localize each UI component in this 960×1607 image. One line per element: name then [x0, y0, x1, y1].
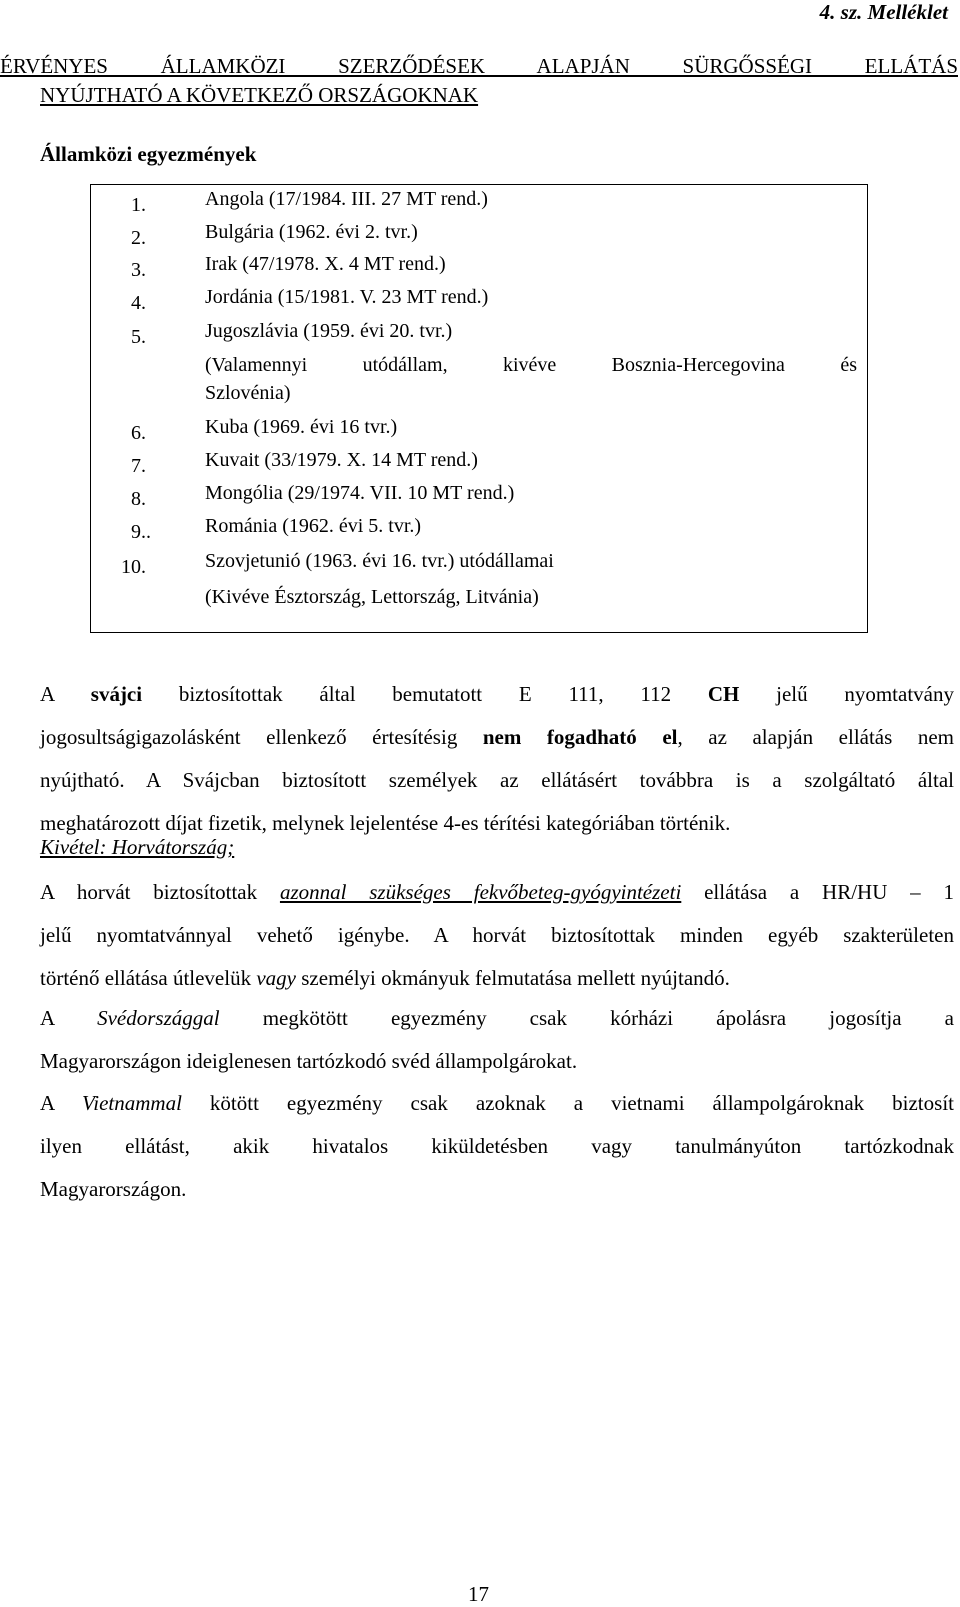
text-run: A [40, 1091, 82, 1115]
swiss-paragraph [40, 673, 954, 845]
text-run: történő ellátása útlevelük [40, 966, 257, 990]
treaty-number: 2. [131, 227, 146, 249]
treaty-note: (Valamennyi utódállam, kivéve Bosznia-Hercegovina és [205, 354, 857, 376]
text-run-bold: CH [707, 682, 740, 706]
treaty-text: Szovjetunió (1963. évi 16. tvr.) utódállamai [205, 550, 554, 572]
text-run-italic: Svédországgal [97, 1006, 220, 1030]
text-run-italic: Vietnammal [82, 1091, 182, 1115]
text-line [40, 716, 954, 759]
text-line: jelű nyomtatvánnyal vehető igénybe. A horvát biztosítottak minden egyéb szakterületen [40, 923, 954, 947]
treaty-table [90, 184, 868, 633]
text-run: biztosítottak által bemutatott E 111, 112 [142, 682, 708, 706]
treaty-text: Jordánia (15/1981. V. 23 MT rend.) [205, 286, 489, 308]
treaty-text: Irak (47/1978. X. 4 MT rend.) [205, 253, 446, 275]
text-run: ellátása a HR/HU – 1 [681, 880, 955, 904]
title-line-1: ÉRVÉNYES ÁLLAMKÖZI SZERZŐDÉSEK ALAPJÁN SÜRGŐSSÉGI ELLÁTÁS [0, 54, 958, 78]
treaty-text: Románia (1962. évi 5. tvr.) [205, 515, 422, 537]
title-line-2: NYÚJTHATÓ A KÖVETKEZŐ ORSZÁGOKNAK [40, 83, 479, 107]
exception-heading: Kivétel: Horvátország; [40, 835, 235, 859]
text-run: A horvát biztosítottak [40, 880, 280, 904]
text-run: jogosultságigazolásként ellenkező értesítésig [40, 725, 483, 749]
treaty-number: 8. [131, 488, 146, 510]
treaty-text: Bulgária (1962. évi 2. tvr.) [205, 221, 418, 243]
text-line: Magyarországon. [40, 1177, 187, 1201]
treaty-text: Mongólia (29/1974. VII. 10 MT rend.) [205, 482, 515, 504]
treaty-number: 7. [131, 455, 146, 477]
treaty-number: 10. [121, 556, 146, 578]
treaty-text: Jugoszlávia (1959. évi 20. tvr.) [205, 320, 453, 342]
treaty-number: 5. [131, 326, 146, 348]
text-line [40, 1082, 954, 1125]
treaty-number: 3. [131, 259, 146, 281]
treaty-note: (Kivéve Észtország, Lettország, Litvánia) [205, 586, 539, 608]
treaty-text: Kuba (1969. évi 16 tvr.) [205, 416, 398, 438]
text-line [40, 957, 954, 1000]
text-run: A [40, 682, 91, 706]
text-line [40, 997, 954, 1040]
treaty-number: 4. [131, 292, 146, 314]
annex-label: 4. sz. Melléklet [819, 0, 948, 24]
text-run-bold: nem fogadható el [482, 725, 678, 749]
text-line: Magyarországon ideiglenesen tartózkodó svéd állampolgárokat. [40, 1049, 578, 1073]
croatia-paragraph [40, 871, 954, 1000]
text-line: ilyen ellátást, akik hivatalos kiküldetésben vagy tanulmányúton tartózkodnak [40, 1134, 954, 1158]
treaty-note-cont: Szlovénia) [205, 382, 291, 404]
text-run: személyi okmányuk felmutatása mellett nyújtandó. [296, 966, 730, 990]
text-run-bold: svájci [90, 682, 143, 706]
text-run: jelű nyomtatvány [739, 682, 954, 706]
text-run-italic: azonnal szükséges fekvőbeteg-gyógyintézeti [279, 880, 682, 904]
page-title [0, 52, 958, 110]
treaty-number: 9.. [131, 521, 151, 543]
text-run: A [40, 1006, 98, 1030]
sweden-paragraph [40, 997, 954, 1083]
treaty-text: Kuvait (33/1979. X. 14 MT rend.) [205, 449, 478, 471]
text-run: kötött egyezmény csak azoknak a vietnami állampolgároknak biztosít [181, 1091, 954, 1115]
text-line [40, 673, 954, 716]
page-number: 17 [468, 1582, 489, 1606]
treaty-number: 6. [131, 422, 146, 444]
treaty-number: 1. [131, 194, 146, 216]
text-run: megkötött egyezmény csak kórházi ápolásra jogosítja a [219, 1006, 954, 1030]
vietnam-paragraph [40, 1082, 954, 1211]
section-subtitle: Államközi egyezmények [40, 142, 257, 166]
text-line: nyújtható. A Svájcban biztosított személyek az ellátásért továbbra is a szolgáltató által [40, 768, 954, 792]
text-run: , az alapján ellátás nem [677, 725, 955, 749]
treaty-text: Angola (17/1984. III. 27 MT rend.) [205, 188, 488, 210]
text-line [40, 871, 954, 914]
text-line: meghatározott díjat fizetik, melynek lejelentése 4-es térítési kategóriában történik. [40, 811, 731, 835]
text-run-italic: vagy [256, 966, 296, 990]
